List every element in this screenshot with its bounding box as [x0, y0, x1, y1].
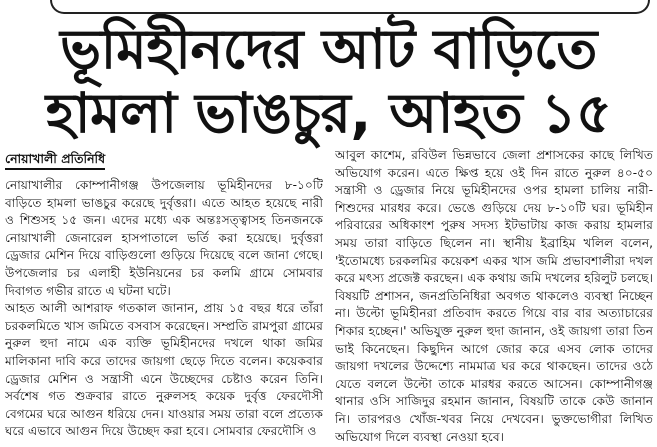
- headline-line-1: ভূমিহীনদের আট বাড়িতে: [60, 17, 597, 81]
- byline: নোয়াখালী প্রতিনিধি: [5, 151, 105, 170]
- article-column-right: [335, 147, 653, 447]
- paragraph: নোয়াখালীর কোম্পানীগঞ্জ উপজেলায় ভূমিহীনদের ৮-১০টি বাড়িতে হামলা ভাঙচুর করেছে দুর্বৃত্তরা। এতে আহত হয়েছে নারী ও শিশুসহ ১৫ জন। এদের মধ্যে এক অন্তঃসত্ত্বাসহ তিনজনকে নোয়াখালী জেনারেল হাসপাতালে ভর্তি করা হয়েছে। দুর্বৃত্তরা ড্রেজার মেশিন দিয়ে বাড়িগুলো গুড়িয়ে দিয়েছে বলে জানা গেছে। উপজেলার চর এলাহী ইউনিয়নের চর কলমি গ্রামে সোমবার দিবাগত গভীর রাতে এ ঘটনা ঘটে।: [5, 178, 323, 298]
- paragraph: আবুল কাশেম, রবিউল ভিন্নভাবে জেলা প্রশাসকের কাছে লিখিত অভিযোগ করেন। এতে ক্ষিপ্ত হয়ে ওই দিন রাতে নুরুল ৪০-৫০ সন্ত্রাসী ও ড্রেজার নিয়ে ভূমিহীনদের ওপর হামলা চালিয় নারী-শিশুদের মারধর করে। ভেঙে গুড়িয়ে দেয় ৮-১০টি ঘর। ভূমিহীন পরিবারের অধিকাংশ পুরুষ সদস্য ইটভাটায় কাজ করায় হামলার সময় তারা বাড়িতে ছিলেন না। স্থানীয় ইব্রাহিম খলিল বলেন, 'ইতোমধ্যে চরকলমির কয়েকশ একর খাস জমি প্রভাবশালীরা দখল করে মৎস্য প্রজেক্ট করছেন। এক কথায় জমি দখলের হরিলুট চলছে। বিষয়টি প্রশাসন, জনপ্রতিনিধিরা অবগত থাকলেও ব্যবস্থা নিচ্ছেন না। উল্টো ভূমিহীনরা প্রতিবাদ করতে গিয়ে বার বার অত্যাচারের শিকার হচ্ছেন।' অভিযুক্ত নুরুল হুদা জানান, ওই জায়গা তারা তিন ভাই কিনেছেন। কিছুদিন আগে জোর করে এসব লোক তাদের জায়গা দখলের উদ্দেশ্যে নামমাত্র ঘর করে থাকছেন। তাদের ওঠে যেতে বললে উল্টো তাকে মারধর করতে আসেন। কোম্পানীগঞ্জ থানার ওসি সাজিদুর রহমান জানান, বিষয়টি তাকে কেউ জানান নি। তারপরও খোঁজ-খবর নিয়ে দেখবেন। ভুক্তভোগীরা লিখিত অভিযোগ দিলে ব্যবস্থা নেওয়া হবে।: [335, 148, 653, 444]
- masthead-rule: [50, 0, 650, 14]
- article-column-left: [5, 177, 323, 447]
- headline-line-2: হামলা ভাঙচুর, আহত ১৫: [45, 81, 612, 145]
- paragraph: আহত আলী আশরাফ গতকাল জানান, প্রায় ১৫ বছর ধরে তাঁরা চরকলমিতে খাস জমিতে বসবাস করেছেন। সম্প্রতি রামপুরা গ্রামের নুরুল হুদা নামে এক ব্যক্তি ভূমিহীনদের দখলে থাকা জমির মালিকানা দাবি করে তাদের জায়গা ছেড়ে দিতে বলেন। কয়েকবার ড্রেজার মেশিন ও সন্ত্রাসী এনে উচ্ছেদের চেষ্টাও করেন তিনি। সর্বশেষ গত শুক্রবার রাতে নুরুলসহ কয়েক দুর্বৃত্ত ফেরদৌসী বেগমের ঘরে আগুন ধরিয়ে দেন। যাওয়ার সময় তারা বলে প্রত্যেক ঘরে এভাবে আগুন দিয়ে উচ্ছেদ করা হবে। সোমবার ফেরদৌসি ও: [5, 301, 323, 439]
